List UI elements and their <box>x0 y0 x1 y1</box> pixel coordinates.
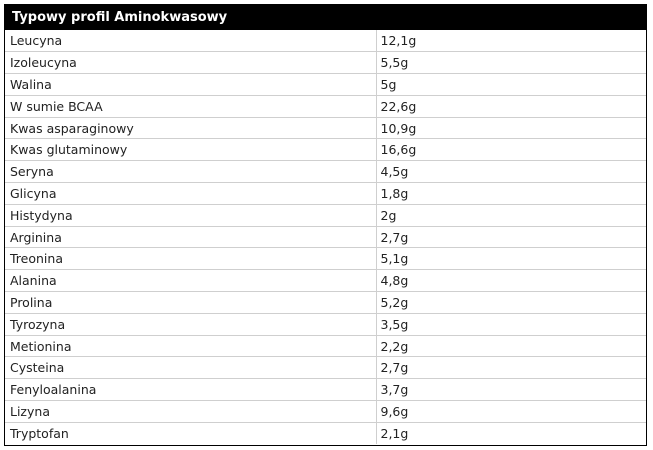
table-row <box>5 313 646 335</box>
amino-acid-amount-cell: 3,5g <box>376 313 646 335</box>
amino-acid-name-cell: Lizyna <box>5 401 376 423</box>
table-row <box>5 248 646 270</box>
amino-acid-name-cell: Treonina <box>5 248 376 270</box>
amino-acid-name-cell: Prolina <box>5 292 376 314</box>
amino-acid-amount-cell: 2,1g <box>376 422 646 444</box>
amino-acid-name-cell: Seryna <box>5 161 376 183</box>
table-row <box>5 422 646 444</box>
table-row <box>5 117 646 139</box>
table-row <box>5 74 646 96</box>
table-row <box>5 204 646 226</box>
table-row <box>5 379 646 401</box>
amino-acid-amount-cell: 5,1g <box>376 248 646 270</box>
amino-acid-name-cell: Histydyna <box>5 204 376 226</box>
amino-acid-amount-cell: 2,7g <box>376 357 646 379</box>
amino-acid-amount-cell: 5g <box>376 74 646 96</box>
table-row <box>5 401 646 423</box>
table-row <box>5 52 646 74</box>
amino-acid-name-cell: Arginina <box>5 226 376 248</box>
amino-acid-amount-cell: 2,2g <box>376 335 646 357</box>
amino-acid-name-cell: Glicyna <box>5 183 376 205</box>
amino-acid-amount-cell: 5,5g <box>376 52 646 74</box>
amino-acid-name-cell: Tyrozyna <box>5 313 376 335</box>
table-row <box>5 292 646 314</box>
table-row <box>5 183 646 205</box>
amino-acid-table-body <box>5 30 646 444</box>
amino-acid-name-cell: W sumie BCAA <box>5 95 376 117</box>
amino-acid-name-cell: Metionina <box>5 335 376 357</box>
amino-acid-amount-cell: 12,1g <box>376 30 646 52</box>
amino-acid-profile-table <box>4 4 647 446</box>
table-title: Typowy profil Aminokwasowy <box>5 5 646 30</box>
amino-acid-name-cell: Alanina <box>5 270 376 292</box>
amino-acid-amount-cell: 5,2g <box>376 292 646 314</box>
amino-acid-amount-cell: 3,7g <box>376 379 646 401</box>
amino-acid-name-cell: Izoleucyna <box>5 52 376 74</box>
amino-acid-amount-cell: 16,6g <box>376 139 646 161</box>
table-row <box>5 30 646 52</box>
amino-acid-name-cell: Walina <box>5 74 376 96</box>
amino-acid-name-cell: Fenyloalanina <box>5 379 376 401</box>
amino-acid-amount-cell: 2,7g <box>376 226 646 248</box>
table-row <box>5 270 646 292</box>
amino-acid-name-cell: Kwas asparaginowy <box>5 117 376 139</box>
amino-acid-amount-cell: 22,6g <box>376 95 646 117</box>
table-row <box>5 357 646 379</box>
amino-acid-amount-cell: 10,9g <box>376 117 646 139</box>
amino-acid-amount-cell: 4,8g <box>376 270 646 292</box>
table-row <box>5 161 646 183</box>
amino-acid-amount-cell: 9,6g <box>376 401 646 423</box>
table-row <box>5 139 646 161</box>
table-row <box>5 95 646 117</box>
amino-acid-name-cell: Cysteina <box>5 357 376 379</box>
amino-acid-name-cell: Leucyna <box>5 30 376 52</box>
amino-acid-amount-cell: 1,8g <box>376 183 646 205</box>
amino-acid-name-cell: Tryptofan <box>5 422 376 444</box>
table-row <box>5 335 646 357</box>
amino-acid-amount-cell: 4,5g <box>376 161 646 183</box>
table-rows <box>5 30 646 444</box>
amino-acid-name-cell: Kwas glutaminowy <box>5 139 376 161</box>
table-row <box>5 226 646 248</box>
amino-acid-amount-cell: 2g <box>376 204 646 226</box>
